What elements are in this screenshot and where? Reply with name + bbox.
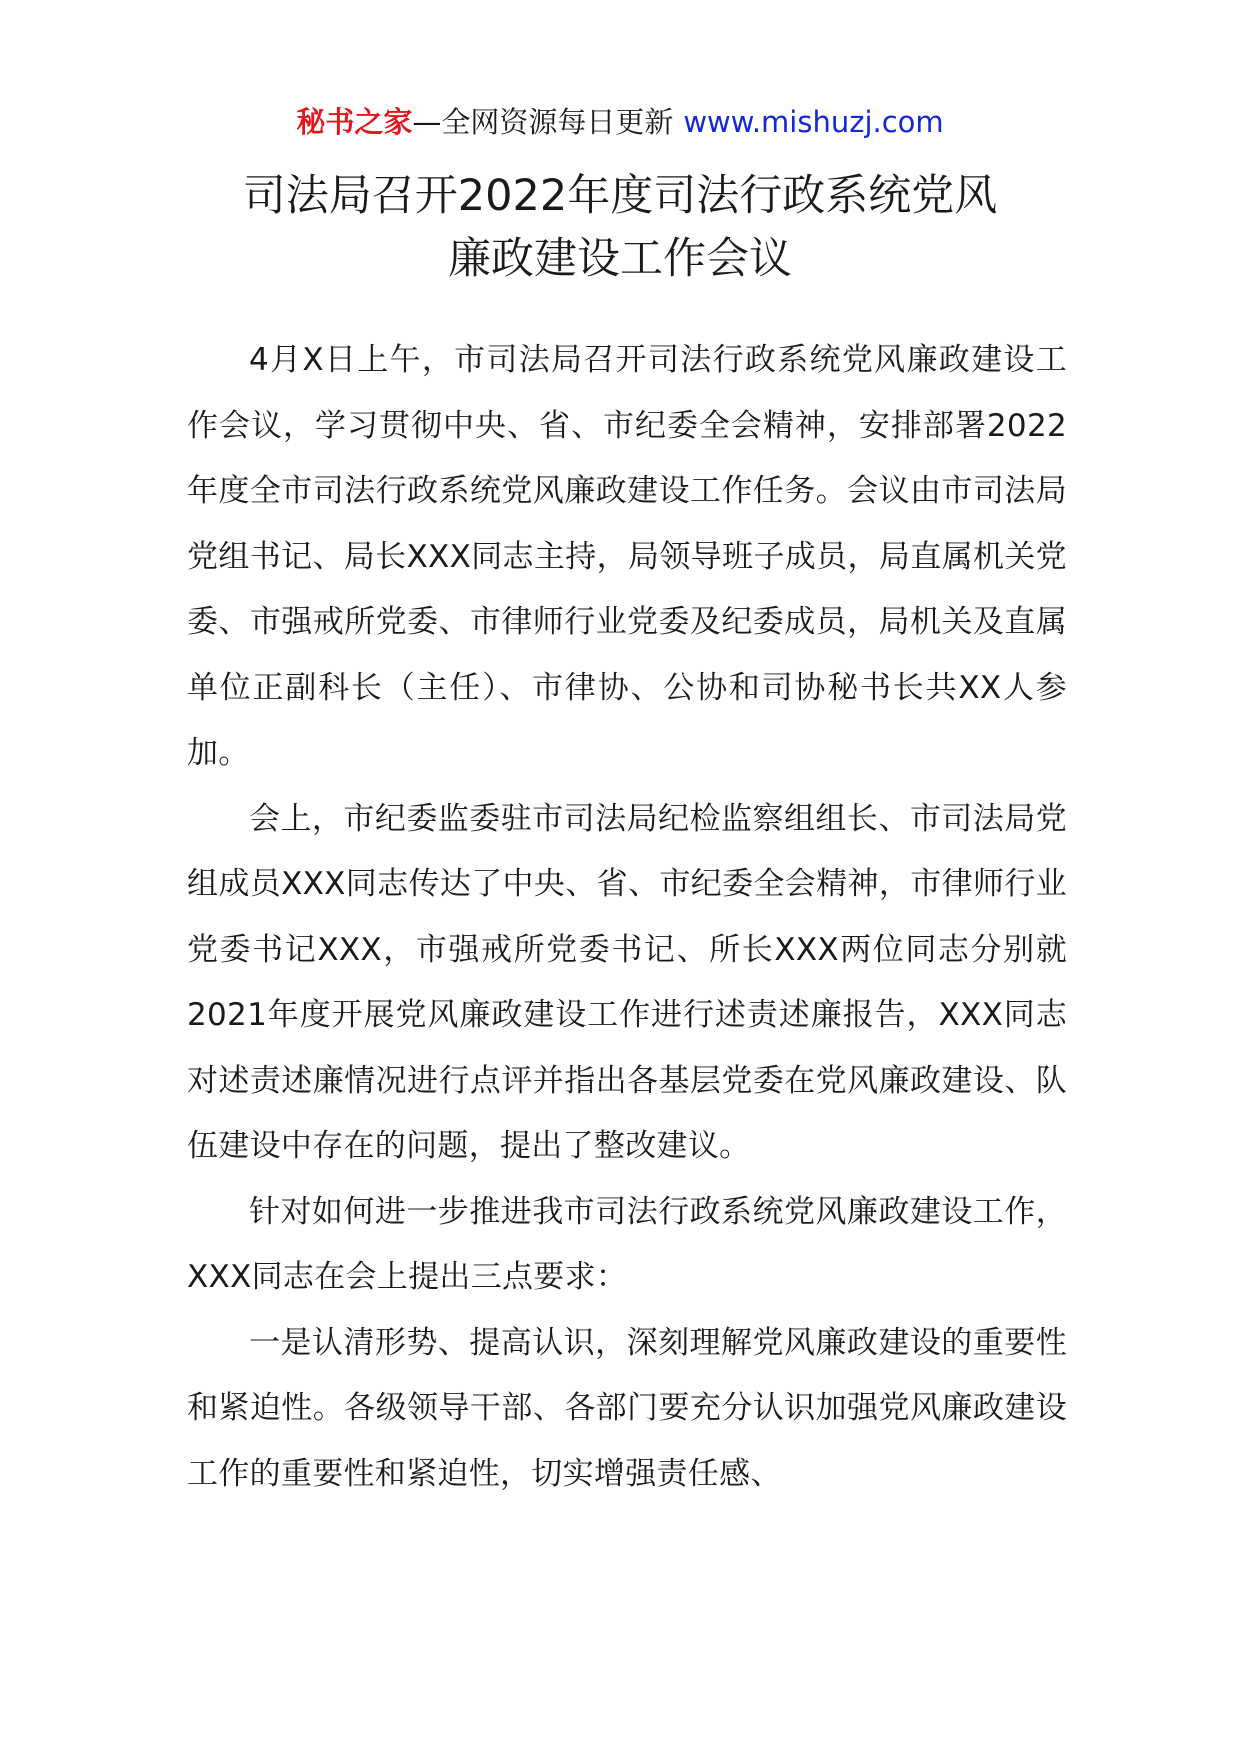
title-line-2: 廉政建设工作会议 — [448, 234, 792, 284]
document-title — [150, 165, 1090, 291]
site-header — [0, 100, 1240, 144]
site-slogan: —全网资源每日更新 — [412, 105, 674, 139]
site-url-link[interactable]: www.mishuzj.com — [683, 105, 944, 139]
paragraph-1: 4月X日上午，市司法局召开司法行政系统党风廉政建设工作会议，学习贯彻中央、省、市纪委全会精神，安排部署2022年度全市司法行政系统党风廉政建设工作任务。会议由市司法局党组书记、局长XXX同志主持，局领导班子成员，局直属机关党委、市强戒所党委、市律师行业党委及纪委成员，局机关及直属单位正副科长（主任）、市律协、公协和司协秘书长共XX人参加。 — [187, 342, 1067, 771]
document-body — [187, 328, 1067, 1507]
title-line-1: 司法局召开2022年度司法行政系统党风 — [242, 171, 998, 221]
paragraph-3: 针对如何进一步推进我市司法行政系统党风廉政建设工作，XXX同志在会上提出三点要求： — [187, 1193, 1067, 1295]
brand-name[interactable]: 秘书之家 — [296, 105, 413, 139]
paragraph-2: 会上，市纪委监委驻市司法局纪检监察组组长、市司法局党组成员XXX同志传达了中央、省、市纪委全会精神，市律师行业党委书记XXX，市强戒所党委书记、所长XXX两位同志分别就2021年度开展党风廉政建设工作进行述责述廉报告，XXX同志对述责述廉情况进行点评并指出各基层党委在党风廉政建设、队伍建设中存在的问题，提出了整改建议。 — [187, 800, 1067, 1164]
paragraph-4: 一是认清形势、提高认识，深刻理解党风廉政建设的重要性和紧迫性。各级领导干部、各部门要充分认识加强党风廉政建设工作的重要性和紧迫性，切实增强责任感、 — [187, 1324, 1067, 1492]
